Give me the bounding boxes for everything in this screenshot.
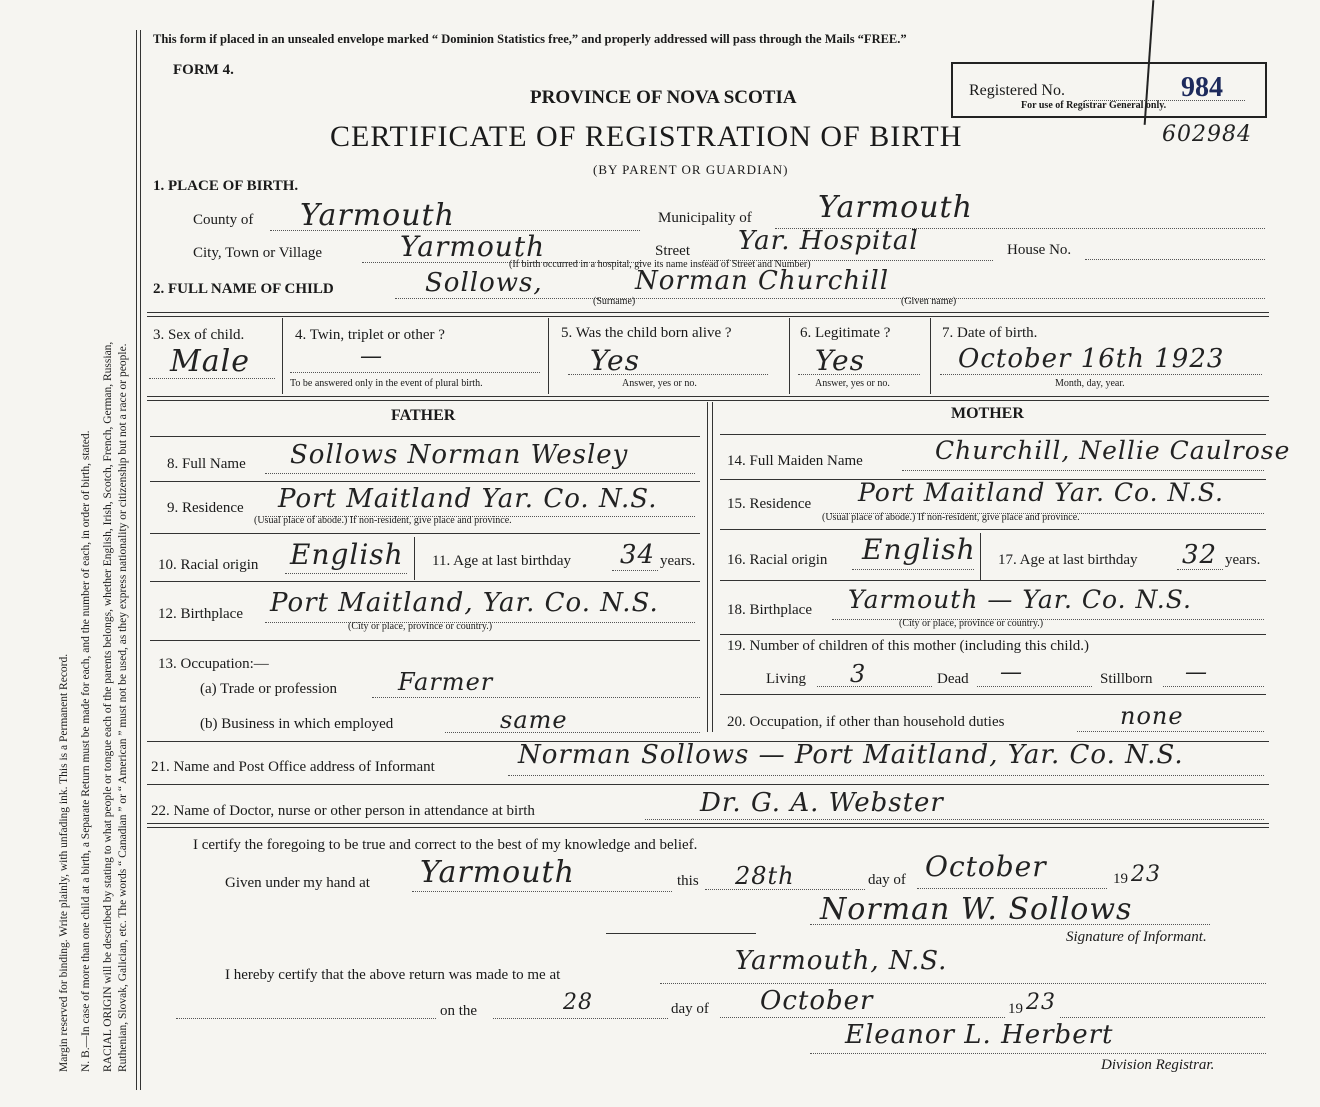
- mother-race-value: English: [862, 533, 976, 566]
- twin-label: 4. Twin, triplet or other ?: [295, 327, 445, 343]
- margin-note-binding: Margin reserved for binding. Write plainly, with unfading ink. This is a Permanent Record.: [58, 653, 70, 1072]
- father-trade-value: Farmer: [398, 668, 494, 696]
- divider: [147, 312, 1269, 317]
- father-name-value: Sollows Norman Wesley: [290, 440, 629, 470]
- certify-year-prefix: 19: [1113, 871, 1128, 887]
- stillborn-label: Stillborn: [1100, 671, 1153, 687]
- dead-value: —: [1000, 660, 1023, 685]
- father-residence-value: Port Maitland Yar. Co. N.S.: [278, 484, 658, 514]
- page-subtitle: (BY PARENT OR GUARDIAN): [593, 162, 789, 177]
- registrar-statement: I hereby certify that the above return was made to me at: [225, 967, 561, 983]
- doctor-label: 22. Name of Doctor, nurse or other person in attendance at birth: [151, 803, 535, 819]
- page-title: CERTIFICATE OF REGISTRATION OF BIRTH: [330, 120, 963, 153]
- mother-race-label: 16. Racial origin: [727, 552, 828, 568]
- certify-day: 28th: [735, 862, 795, 890]
- doctor-value: Dr. G. A. Webster: [700, 788, 944, 818]
- county-value: Yarmouth: [300, 198, 455, 233]
- stillborn-value: —: [1185, 660, 1208, 685]
- mother-birthplace-value: Yarmouth — Yar. Co. N.S.: [848, 585, 1192, 614]
- father-residence-label: 9. Residence: [167, 500, 244, 516]
- father-age-label: 11. Age at last birthday: [432, 553, 571, 569]
- on-the-label: on the: [440, 1003, 478, 1019]
- informant-signature: Norman W. Sollows: [820, 892, 1133, 927]
- alive-label: 5. Was the child born alive ?: [561, 325, 732, 341]
- certify-year: 23: [1131, 862, 1161, 887]
- sex-value: Male: [170, 344, 250, 379]
- mother-occupation-label: 20. Occupation, if other than household duties: [727, 714, 1005, 730]
- street-value: Yar. Hospital: [738, 226, 919, 256]
- mother-birthplace-label: 18. Birthplace: [727, 602, 812, 618]
- registrar-place: Yarmouth, N.S.: [735, 946, 948, 976]
- given-name-caption: (Given name): [901, 296, 957, 307]
- street-label: Street: [655, 243, 690, 259]
- alive-note: Answer, yes or no.: [622, 378, 697, 389]
- municipality-value: Yarmouth: [818, 190, 973, 225]
- registrar-month: October: [760, 986, 874, 1016]
- top-notice: This form if placed in an unsealed envelope marked “ Dominion Statistics free,” and properly addressed will pass through the Mails “FREE.”: [153, 32, 907, 46]
- mother-age-value: 32: [1182, 540, 1218, 570]
- father-heading: FATHER: [391, 407, 456, 424]
- twin-value: —: [360, 344, 383, 369]
- registrar-day-of-label: day of: [671, 1001, 709, 1017]
- father-birthplace-note: (City or place, province or country.): [348, 621, 493, 632]
- dob-note: Month, day, year.: [1055, 378, 1125, 389]
- alive-value: Yes: [590, 344, 640, 377]
- mother-children-label: 19. Number of children of this mother (including this child.): [727, 638, 1090, 654]
- registration-box: [951, 62, 1267, 118]
- father-race-label: 10. Racial origin: [158, 557, 259, 573]
- municipality-label: Municipality of: [658, 210, 752, 226]
- mother-age-unit: years.: [1225, 552, 1261, 568]
- margin-rule-inner: [140, 30, 141, 1090]
- registrar-year: 23: [1026, 990, 1056, 1015]
- father-trade-label: (a) Trade or profession: [200, 681, 338, 697]
- father-birthplace-value: Port Maitland, Yar. Co. N.S.: [270, 588, 659, 618]
- legitimate-note: Answer, yes or no.: [815, 378, 890, 389]
- certify-statement: I certify the foregoing to be true and correct to the best of my knowledge and belief.: [193, 837, 698, 853]
- mother-residence-label: 15. Residence: [727, 496, 812, 512]
- mother-heading: MOTHER: [951, 405, 1024, 422]
- sex-label: 3. Sex of child.: [153, 327, 245, 343]
- mother-residence-note: (Usual place of abode.) If non-resident, give place and province.: [822, 512, 1080, 523]
- father-name-label: 8. Full Name: [167, 456, 246, 472]
- father-age-value: 34: [620, 540, 656, 570]
- registrar-signature: Eleanor L. Herbert: [845, 1020, 1114, 1050]
- dob-label: 7. Date of birth.: [942, 325, 1038, 341]
- margin-note-racial-origin-cont: Ruthenian, Slovak, Galician, etc. The words “ Canadian ” or “ American ” must not be used, as they express nationality or citizenship but not a race or people.: [117, 343, 129, 1072]
- informant-value: Norman Sollows — Port Maitland, Yar. Co. N.S.: [518, 740, 1184, 770]
- mother-birthplace-note: (City or place, province or country.): [899, 618, 1044, 629]
- dead-label: Dead: [937, 671, 969, 687]
- living-label: Living: [766, 671, 806, 687]
- divider: [147, 396, 1269, 401]
- father-race-value: English: [290, 538, 404, 571]
- registration-stamp: 602984: [1162, 122, 1252, 147]
- margin-note-racial-origin: RACIAL ORIGIN will be described by stating to what people or tongue each of the parents belongs, whether English, Irish, Scotch, French, German, Russian,: [102, 341, 114, 1072]
- registration-note: For use of Registrar General only.: [1021, 100, 1167, 111]
- column-divider: [712, 402, 713, 732]
- certify-place: Yarmouth: [420, 855, 575, 890]
- registrar-year-prefix: 19: [1008, 1001, 1023, 1017]
- surname-caption: (Surname): [593, 296, 636, 307]
- hospital-note: (If birth occurred in a hospital, give its name instead of Street and Number): [509, 259, 811, 270]
- informant-label: 21. Name and Post Office address of Informant: [151, 759, 435, 775]
- twin-note: To be answered only in the event of plural birth.: [290, 378, 483, 389]
- dob-value: October 16th 1923: [958, 344, 1225, 374]
- father-business-label: (b) Business in which employed: [200, 716, 394, 732]
- given-under-label: Given under my hand at: [225, 875, 370, 891]
- divider: [147, 823, 1269, 828]
- city-value: Yarmouth: [400, 230, 546, 263]
- child-given-name: Norman Churchill: [635, 266, 890, 296]
- province-heading: PROVINCE OF NOVA SCOTIA: [530, 87, 797, 108]
- father-occupation-label: 13. Occupation:—: [158, 656, 269, 672]
- day-of-label: day of: [868, 872, 906, 888]
- living-value: 3: [850, 660, 867, 688]
- mother-age-label: 17. Age at last birthday: [998, 552, 1138, 568]
- informant-signature-caption: Signature of Informant.: [1066, 929, 1207, 945]
- registration-label: Registered No.: [969, 82, 1065, 99]
- father-business-value: same: [500, 706, 568, 734]
- mother-residence-value: Port Maitland Yar. Co. N.S.: [858, 478, 1224, 507]
- child-surname: Sollows,: [425, 268, 543, 298]
- father-age-unit: years.: [660, 553, 696, 569]
- this-label: this: [677, 873, 699, 889]
- margin-rule: [136, 30, 137, 1090]
- place-of-birth-heading: 1. PLACE OF BIRTH.: [153, 178, 299, 194]
- legitimate-value: Yes: [815, 344, 865, 377]
- registrar-caption: Division Registrar.: [1101, 1057, 1215, 1073]
- registrar-day: 28: [563, 990, 593, 1015]
- city-label: City, Town or Village: [193, 245, 323, 261]
- legitimate-label: 6. Legitimate ?: [800, 325, 891, 341]
- mother-name-label: 14. Full Maiden Name: [727, 453, 863, 469]
- mother-occupation-value: none: [1120, 702, 1184, 730]
- form-number: FORM 4.: [173, 62, 234, 78]
- county-label: County of: [193, 212, 254, 228]
- mother-name-value: Churchill, Nellie Caulrose: [935, 436, 1291, 465]
- column-divider: [707, 402, 708, 732]
- child-name-label: 2. FULL NAME OF CHILD: [153, 281, 334, 297]
- father-birthplace-label: 12. Birthplace: [158, 606, 243, 622]
- certify-month: October: [925, 850, 1047, 883]
- house-label: House No.: [1007, 242, 1072, 258]
- father-residence-note: (Usual place of abode.) If non-resident, give place and province.: [254, 515, 512, 526]
- margin-note-multiple-births: N. B.—In case of more than one child at a birth, a Separate Return must be made for each, and the number of each, in order of birth, stated.: [80, 430, 92, 1072]
- registration-number: 984: [1181, 72, 1223, 103]
